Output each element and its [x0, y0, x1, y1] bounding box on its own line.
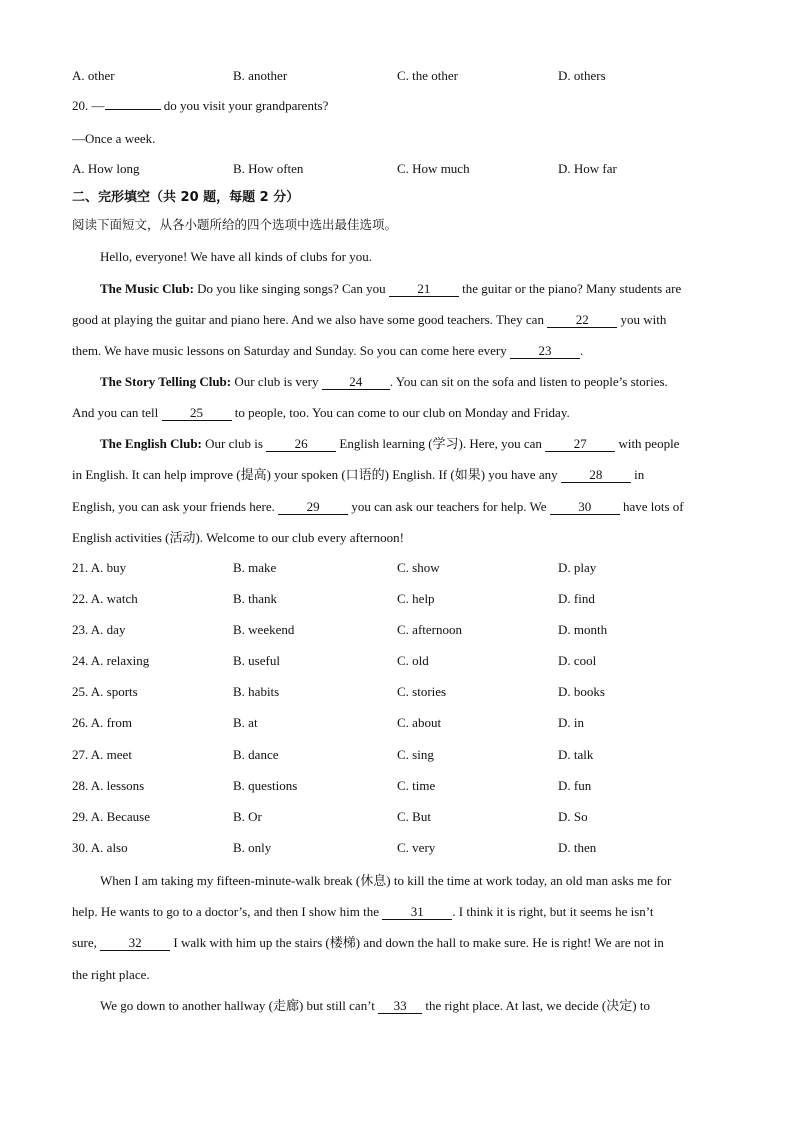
- option-a[interactable]: A. other: [72, 68, 115, 83]
- option-a[interactable]: 26. A. from: [72, 715, 132, 730]
- options-row-29: [72, 809, 732, 829]
- option-a[interactable]: 29. A. Because: [72, 809, 150, 824]
- text: Our club is very: [231, 374, 322, 389]
- story-club-label: The Story Telling Club:: [100, 374, 232, 389]
- dash: —: [91, 98, 105, 113]
- option-c[interactable]: C. show: [397, 560, 440, 575]
- option-d[interactable]: D. So: [558, 809, 588, 824]
- blank-26[interactable]: 26: [266, 436, 336, 452]
- option-d[interactable]: D. How far: [558, 161, 617, 176]
- text: you can ask our teachers for help. We: [348, 499, 550, 514]
- passage2-line-5: [100, 996, 724, 1016]
- option-c[interactable]: C. stories: [397, 684, 447, 699]
- option-d[interactable]: D. others: [558, 68, 606, 83]
- english-club-line-2: [72, 465, 724, 485]
- option-b[interactable]: B. Or: [233, 809, 262, 824]
- english-club-label: The English Club:: [100, 436, 202, 451]
- text: to people, too. You can come to our club on Monday and Friday.: [231, 405, 570, 420]
- passage2-line-4: the right place.: [72, 967, 150, 982]
- option-b[interactable]: B. another: [233, 68, 288, 83]
- option-d[interactable]: D. cool: [558, 653, 597, 668]
- option-b[interactable]: B. dance: [233, 747, 279, 762]
- text: you with: [617, 312, 667, 327]
- q19-options: [72, 68, 732, 88]
- option-b[interactable]: B. weekend: [233, 622, 295, 637]
- option-c[interactable]: C. help: [397, 591, 435, 606]
- option-a[interactable]: 22. A. watch: [72, 591, 138, 606]
- option-b[interactable]: B. How often: [233, 161, 304, 176]
- text: with people: [615, 436, 680, 451]
- text: in English. It can help improve (提高) your spoken (口语的) English. If (如果) you have any: [72, 467, 561, 482]
- text: sure,: [72, 935, 101, 950]
- option-d[interactable]: D. books: [558, 684, 605, 699]
- answer-blank[interactable]: [105, 109, 161, 110]
- option-d[interactable]: D. month: [558, 622, 608, 637]
- english-club-line-4: English activities (活动). Welcome to our club every afternoon!: [72, 530, 404, 545]
- text: English, you can ask your friends here.: [72, 499, 279, 514]
- option-c[interactable]: C. But: [397, 809, 431, 824]
- option-c[interactable]: C. sing: [397, 747, 434, 762]
- text: And you can tell: [72, 405, 162, 420]
- text: . I think it is right, but it seems he isn’t: [452, 904, 654, 919]
- option-d[interactable]: D. talk: [558, 747, 594, 762]
- blank-30[interactable]: 30: [550, 499, 620, 515]
- options-row-30: [72, 840, 732, 860]
- section-instruction: 阅读下面短文，从各小题所给的四个选项中选出最佳选项。: [72, 217, 398, 232]
- text: Do you like singing songs? Can you: [193, 281, 389, 296]
- option-b[interactable]: B. habits: [233, 684, 280, 699]
- q20-options: [72, 161, 732, 181]
- blank-28[interactable]: 28: [561, 467, 631, 483]
- text: the guitar or the piano? Many students are: [458, 281, 682, 296]
- text: .: [579, 343, 584, 358]
- option-c[interactable]: C. about: [397, 715, 442, 730]
- text: them. We have music lessons on Saturday and Sunday. So you can come here every: [72, 343, 510, 358]
- option-a[interactable]: 21. A. buy: [72, 560, 127, 575]
- blank-25[interactable]: 25: [162, 405, 232, 421]
- option-c[interactable]: C. the other: [397, 68, 459, 83]
- option-b[interactable]: B. make: [233, 560, 277, 575]
- option-d[interactable]: D. in: [558, 715, 584, 730]
- music-club-line-1: [100, 279, 724, 299]
- option-b[interactable]: B. useful: [233, 653, 280, 668]
- blank-24[interactable]: 24: [322, 374, 390, 390]
- option-d[interactable]: D. play: [558, 560, 597, 575]
- q20-answer-line: —Once a week.: [72, 131, 156, 146]
- options-row-26: [72, 715, 732, 735]
- options-row-27: [72, 747, 732, 767]
- option-a[interactable]: 30. A. also: [72, 840, 128, 855]
- option-a[interactable]: 27. A. meet: [72, 747, 132, 762]
- option-b[interactable]: B. only: [233, 840, 272, 855]
- option-b[interactable]: B. at: [233, 715, 258, 730]
- options-row-24: [72, 653, 732, 673]
- passage1-greeting: Hello, everyone! We have all kinds of clubs for you.: [100, 249, 372, 264]
- text: We go down to another hallway (走廊) but still can’t: [100, 998, 379, 1013]
- option-a[interactable]: A. How long: [72, 161, 140, 176]
- option-a[interactable]: 23. A. day: [72, 622, 126, 637]
- music-club-line-2: [72, 310, 724, 330]
- options-row-21: [72, 560, 732, 580]
- options-row-23: [72, 622, 732, 642]
- option-d[interactable]: D. find: [558, 591, 595, 606]
- question-number: 20.: [72, 98, 89, 113]
- blank-23[interactable]: 23: [510, 343, 580, 359]
- music-club-line-3: [72, 341, 724, 361]
- text: I walk with him up the stairs (楼梯) and down the hall to make sure. He is right! We are not in: [170, 935, 664, 950]
- english-club-line-3: [72, 497, 724, 517]
- blank-33[interactable]: 33: [378, 998, 422, 1014]
- option-a[interactable]: 28. A. lessons: [72, 778, 145, 793]
- text: help. He wants to go to a doctor’s, and then I show him the: [72, 904, 383, 919]
- text: the right place. At last, we decide (决定) to: [422, 998, 650, 1013]
- blank-32[interactable]: 32: [100, 935, 170, 951]
- blank-27[interactable]: 27: [545, 436, 615, 452]
- story-club-line-2: [72, 403, 724, 423]
- options-row-22: [72, 591, 732, 611]
- blank-21[interactable]: 21: [389, 281, 459, 297]
- question-text: do you visit your grandparents?: [160, 98, 329, 113]
- text: in: [630, 467, 645, 482]
- option-c[interactable]: C. old: [397, 653, 429, 668]
- option-a[interactable]: 24. A. relaxing: [72, 653, 150, 668]
- text: have lots of: [619, 499, 684, 514]
- option-d[interactable]: D. then: [558, 840, 597, 855]
- question-20: [72, 96, 724, 116]
- options-row-25: [72, 684, 732, 704]
- music-club-label: The Music Club:: [100, 281, 194, 296]
- passage2-line-3: [72, 933, 724, 953]
- blank-22[interactable]: 22: [547, 312, 617, 328]
- blank-29[interactable]: 29: [278, 499, 348, 515]
- text: English learning (学习). Here, you can: [336, 436, 546, 451]
- option-c[interactable]: C. How much: [397, 161, 470, 176]
- option-b[interactable]: B. thank: [233, 591, 278, 606]
- text: Our club is: [201, 436, 267, 451]
- text: good at playing the guitar and piano here. And we also have some good teachers. They can: [72, 312, 548, 327]
- option-d[interactable]: D. fun: [558, 778, 592, 793]
- passage2-line-2: [72, 902, 724, 922]
- option-c[interactable]: C. afternoon: [397, 622, 462, 637]
- passage2-line-1: When I am taking my fifteen-minute-walk break (休息) to kill the time at work today, an old man asks me for: [100, 873, 672, 888]
- blank-31[interactable]: 31: [382, 904, 452, 920]
- text: . You can sit on the sofa and listen to people’s stories.: [389, 374, 668, 389]
- option-b[interactable]: B. questions: [233, 778, 298, 793]
- english-club-line-1: [100, 434, 724, 454]
- story-club-line-1: [100, 372, 724, 392]
- option-c[interactable]: C. time: [397, 778, 436, 793]
- option-c[interactable]: C. very: [397, 840, 436, 855]
- options-row-28: [72, 778, 732, 798]
- option-a[interactable]: 25. A. sports: [72, 684, 138, 699]
- section-title: 二、完形填空（共 20 题，每题 2 分）: [72, 190, 300, 205]
